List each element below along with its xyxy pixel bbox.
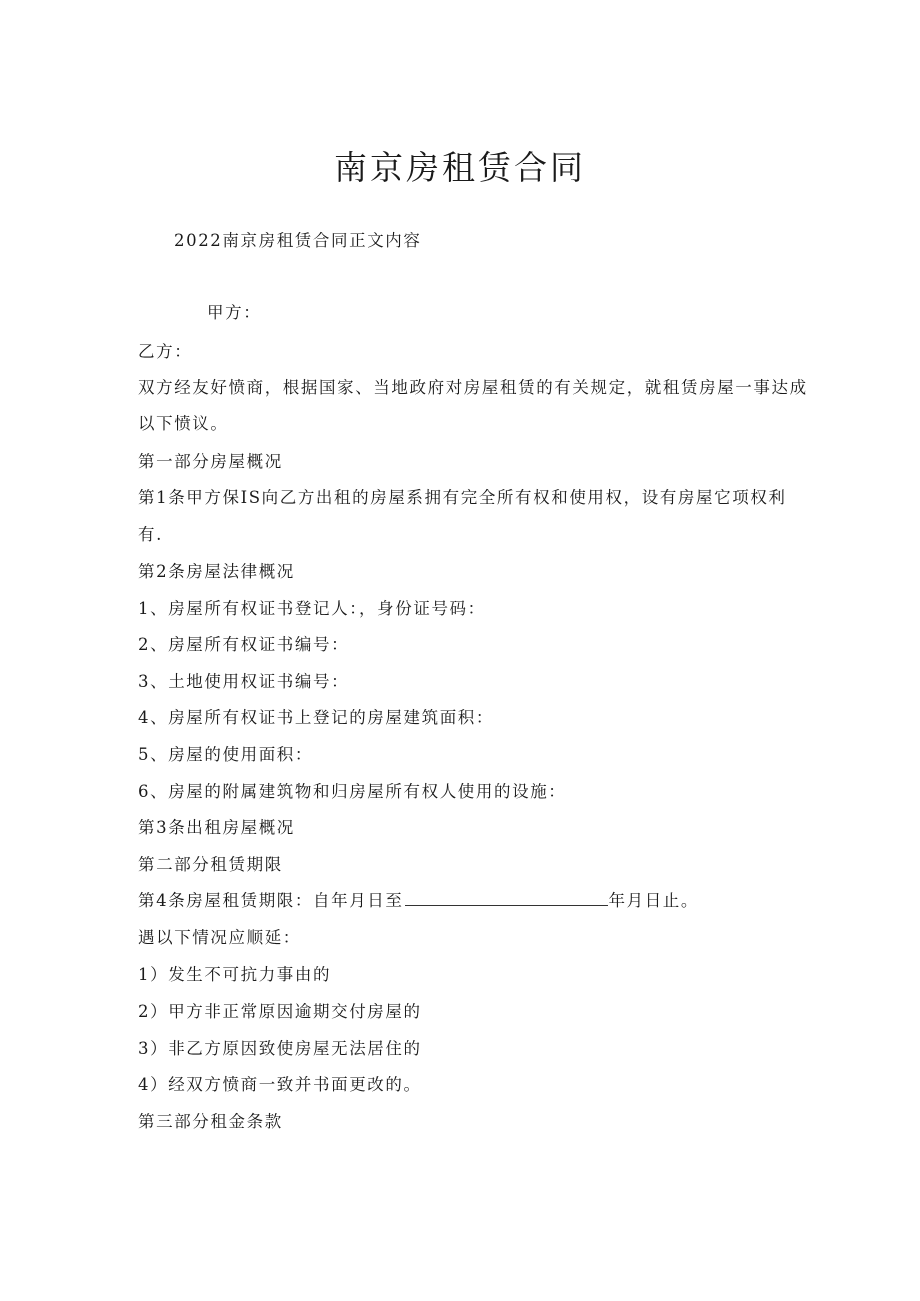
list-item: 1）发生不可抗力事由的 <box>138 965 332 984</box>
list-item: 2）甲方非正常原因逾期交付房屋的 <box>138 1002 422 1021</box>
intro-paragraph-line-2: 以下愤议。 <box>138 414 229 433</box>
extension-heading: 遇以下情况应顺延： <box>138 928 301 947</box>
article-4-line <box>138 890 699 912</box>
subtitle: 2022南京房租赁合同正文内容 <box>174 231 422 250</box>
article-1-line-2: 有. <box>138 525 163 544</box>
party-b-label: 乙方： <box>138 342 193 361</box>
list-item: 6、房屋的附属建筑物和归房屋所有权人使用的设施： <box>138 782 567 801</box>
document-title: 南京房租赁合同 <box>334 148 586 187</box>
article-4-text-start: 第4条房屋租赁期限：自年月日至 <box>138 891 404 910</box>
part-1-heading: 第一部分房屋概况 <box>138 452 283 471</box>
list-item: 3）非乙方原因致使房屋无法居住的 <box>138 1039 422 1058</box>
party-a-label: 甲方： <box>207 303 262 322</box>
article-3-heading: 第3条出租房屋概况 <box>138 818 295 837</box>
list-item: 4、房屋所有权证书上登记的房屋建筑面积： <box>138 708 494 727</box>
intro-paragraph-line-1: 双方经友好愤商，根据国家、当地政府对房屋租赁的有关规定，就租赁房屋一事达成 <box>138 378 808 397</box>
list-item: 4）经双方愤商一致并书面更改的。 <box>138 1075 422 1094</box>
list-item: 5、房屋的使用面积： <box>138 745 313 764</box>
list-item: 1、房屋所有权证书登记人：，身份证号码： <box>138 599 486 618</box>
article-2-heading: 第2条房屋法律概况 <box>138 562 295 581</box>
list-item: 3、土地使用权证书编号： <box>138 672 350 691</box>
blank-fill-line <box>405 891 608 906</box>
article-1-line-1: 第1条甲方保IS向乙方出租的房屋系拥有完全所有权和使用权，设有房屋它项权利 <box>138 488 787 507</box>
part-2-heading: 第二部分租赁期限 <box>138 855 283 874</box>
article-4-text-end: 年月日止。 <box>608 891 699 910</box>
part-3-heading: 第三部分租金条款 <box>138 1112 283 1131</box>
list-item: 2、房屋所有权证书编号： <box>138 635 350 654</box>
